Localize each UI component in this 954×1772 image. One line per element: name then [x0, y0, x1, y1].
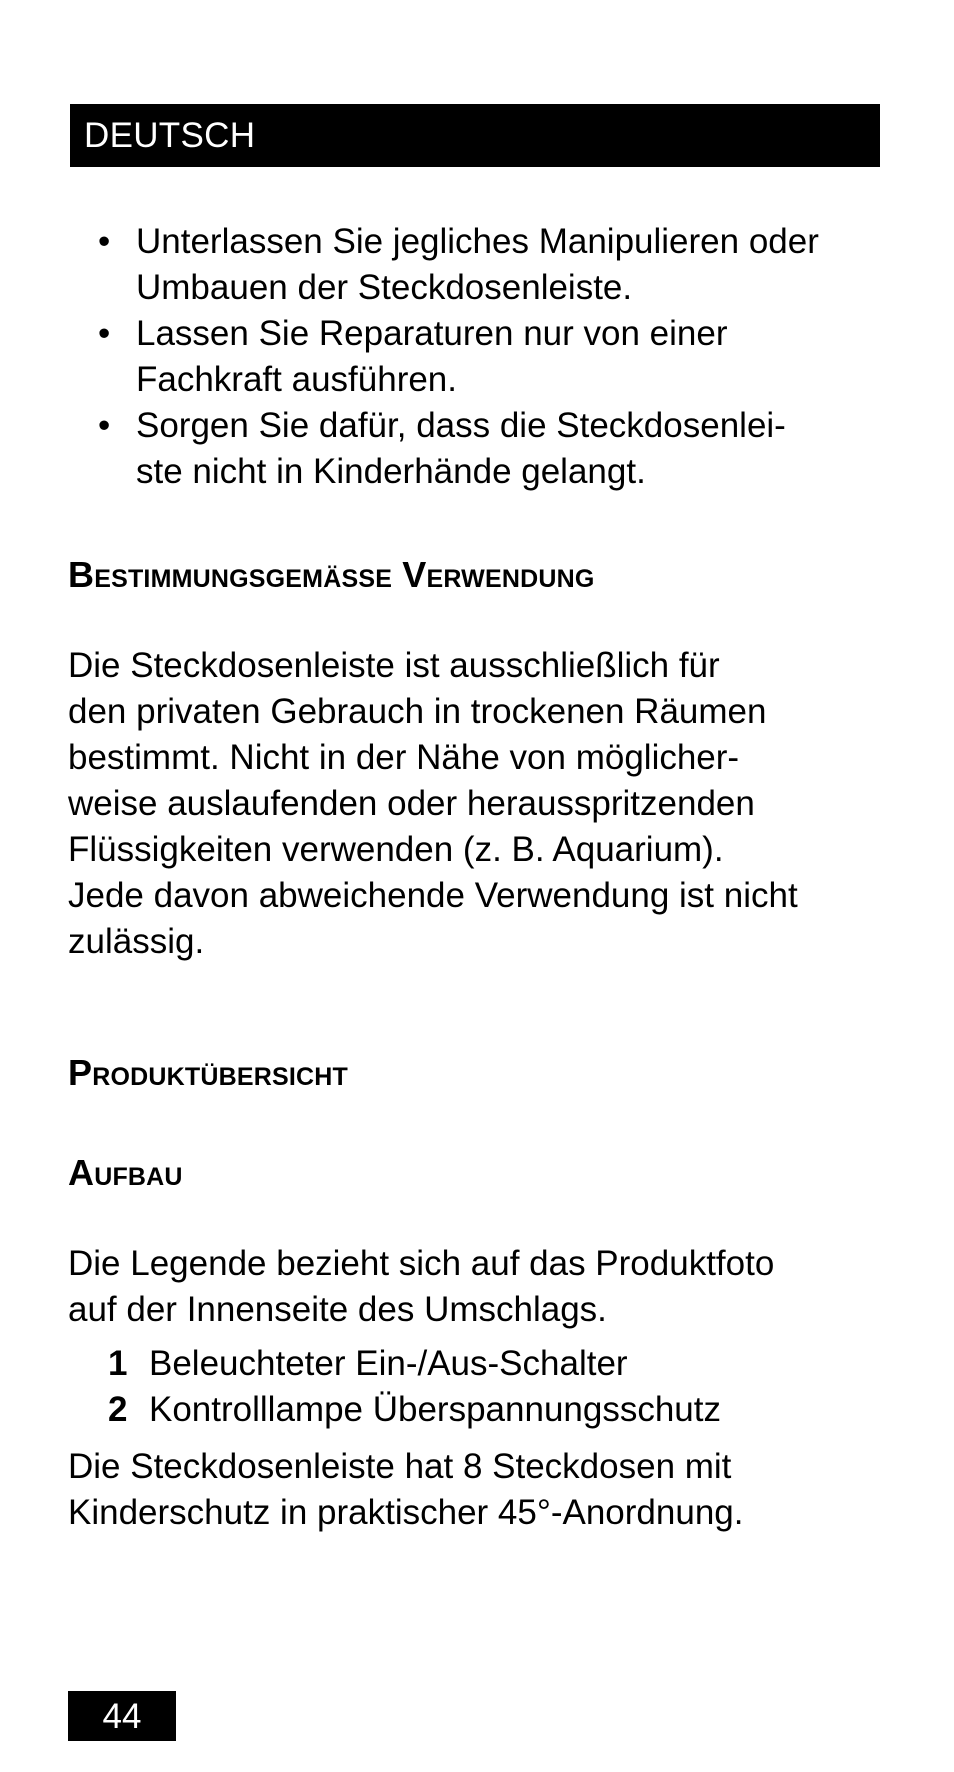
legend-intro-paragraph [68, 1241, 928, 1333]
legend-number: 1 [108, 1344, 128, 1383]
paragraph-line: zulässig. [68, 922, 205, 961]
paragraph-line: Kinderschutz in praktischer 45°-Anordnung. [68, 1493, 744, 1532]
intended-use-heading: Bestimmungsgemässe Verwendung [68, 554, 595, 595]
bullet-icon: • [98, 222, 111, 261]
paragraph-line: Die Legende bezieht sich auf das Produktfoto [68, 1244, 775, 1283]
bullet-line: Umbauen der Steckdosenleiste. [136, 268, 633, 307]
bullet-line: ste nicht in Kinderhände gelangt. [136, 452, 646, 491]
bullet-line: Fachkraft ausführen. [136, 360, 457, 399]
socket-description-paragraph [68, 1444, 928, 1536]
product-legend-list [68, 1341, 721, 1433]
page-number: 44 [102, 1697, 142, 1736]
language-header-bar [70, 104, 880, 167]
paragraph-line: Jede davon abweichende Verwendung ist nicht [68, 876, 798, 915]
bullet-item [68, 219, 928, 311]
paragraph-line: den privaten Gebrauch in trockenen Räumen [68, 692, 767, 731]
bullet-icon: • [98, 314, 111, 353]
language-label: DEUTSCH [84, 116, 256, 155]
structure-subheading: Aufbau [68, 1152, 183, 1193]
paragraph-line: weise auslaufenden oder herausspritzenden [68, 784, 755, 823]
paragraph-line: Die Steckdosenleiste hat 8 Steckdosen mit [68, 1447, 732, 1486]
intended-use-paragraph [68, 643, 928, 965]
paragraph-line: auf der Innenseite des Umschlags. [68, 1290, 607, 1329]
bullet-line: Unterlassen Sie jegliches Manipulieren oder [136, 222, 819, 261]
bullet-line: Lassen Sie Reparaturen nur von einer [136, 314, 728, 353]
product-overview-heading: Produktübersicht [68, 1052, 348, 1093]
bullet-line: Sorgen Sie dafür, dass die Steckdosenlei- [136, 406, 786, 445]
safety-bullet-list [68, 219, 928, 495]
bullet-item [68, 403, 928, 495]
legend-label: Beleuchteter Ein-/Aus-Schalter [149, 1344, 628, 1383]
legend-item [68, 1341, 721, 1387]
bullet-icon: • [98, 406, 111, 445]
page-number-box [68, 1691, 176, 1741]
legend-label: Kontrolllampe Überspannungsschutz [149, 1390, 721, 1429]
paragraph-line: bestimmt. Nicht in der Nähe von möglicher- [68, 738, 740, 777]
bullet-item [68, 311, 928, 403]
legend-item [68, 1387, 721, 1433]
legend-number: 2 [108, 1390, 128, 1429]
paragraph-line: Flüssigkeiten verwenden (z. B. Aquarium). [68, 830, 724, 869]
paragraph-line: Die Steckdosenleiste ist ausschließlich für [68, 646, 720, 685]
